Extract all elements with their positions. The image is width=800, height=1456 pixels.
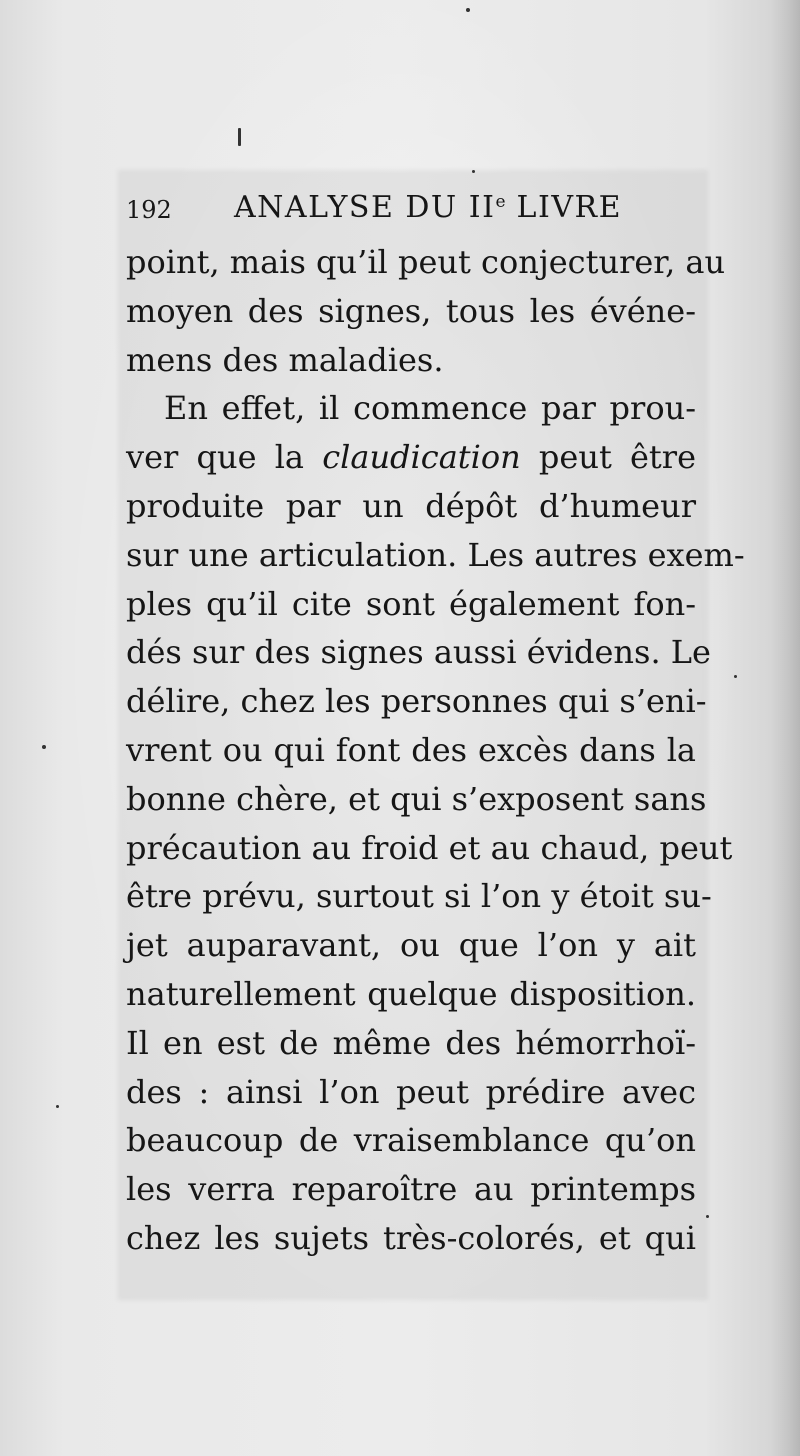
- paper-speck: [42, 745, 46, 749]
- text-line: chez les sujets très-colorés, et qui: [126, 1218, 696, 1257]
- italic-term: claudication: [322, 438, 521, 477]
- text-line: moyen des signes, tous les événe-: [126, 291, 696, 330]
- text-line: délire, chez les personnes qui s’eni-: [126, 682, 707, 721]
- text-line: [126, 433, 696, 482]
- text-line: sur une articulation. Les autres exem-: [126, 535, 745, 574]
- running-head-title: [234, 190, 622, 225]
- page-number: 192: [126, 196, 172, 224]
- text-span: ver que la: [126, 438, 323, 477]
- text-line: être prévu, surtout si l’on y étoit su-: [126, 877, 712, 916]
- text-line: beaucoup de vraisemblance qu’on: [126, 1121, 696, 1160]
- paper-speck: [472, 170, 475, 173]
- running-head-superscript: e: [495, 192, 506, 212]
- paper-speck: [238, 128, 241, 146]
- text-line: précaution au froid et au chaud, peut: [126, 828, 733, 867]
- text-line: des : ainsi l’on peut prédire avec: [126, 1072, 696, 1111]
- text-line: mens des maladies.: [126, 340, 444, 379]
- text-line: produite par un dépôt d’humeur: [126, 486, 696, 525]
- text-line: dés sur des signes aussi évidens. Le: [126, 633, 711, 672]
- text-span: peut être: [520, 438, 697, 477]
- text-line: vrent ou qui font des excès dans la: [126, 730, 696, 769]
- text-line: jet auparavant, ou que l’on y ait: [126, 926, 696, 965]
- paper-speck: [56, 1105, 59, 1108]
- text-line: naturellement quelque disposition.: [126, 974, 696, 1013]
- running-head: [126, 190, 706, 230]
- running-head-title-end: LIVRE: [505, 190, 622, 225]
- page-edge-shadow: [770, 0, 800, 1456]
- text-line: ples qu’il cite sont également fon-: [126, 584, 696, 623]
- paper-speck: [706, 1215, 709, 1218]
- text-line: les verra reparoître au printemps: [126, 1170, 696, 1209]
- text-line: bonne chère, et qui s’exposent sans: [126, 779, 707, 818]
- running-head-title-main: ANALYSE DU II: [234, 190, 496, 225]
- body-text: [126, 238, 745, 1263]
- text-line: Il en est de même des hémorrhoï-: [126, 1023, 696, 1062]
- text-line: En effet, il commence par prou-: [164, 389, 696, 428]
- paper-speck: [734, 675, 737, 678]
- paper-speck: [466, 8, 470, 12]
- text-line: point, mais qu’il peut conjecturer, au: [126, 243, 726, 281]
